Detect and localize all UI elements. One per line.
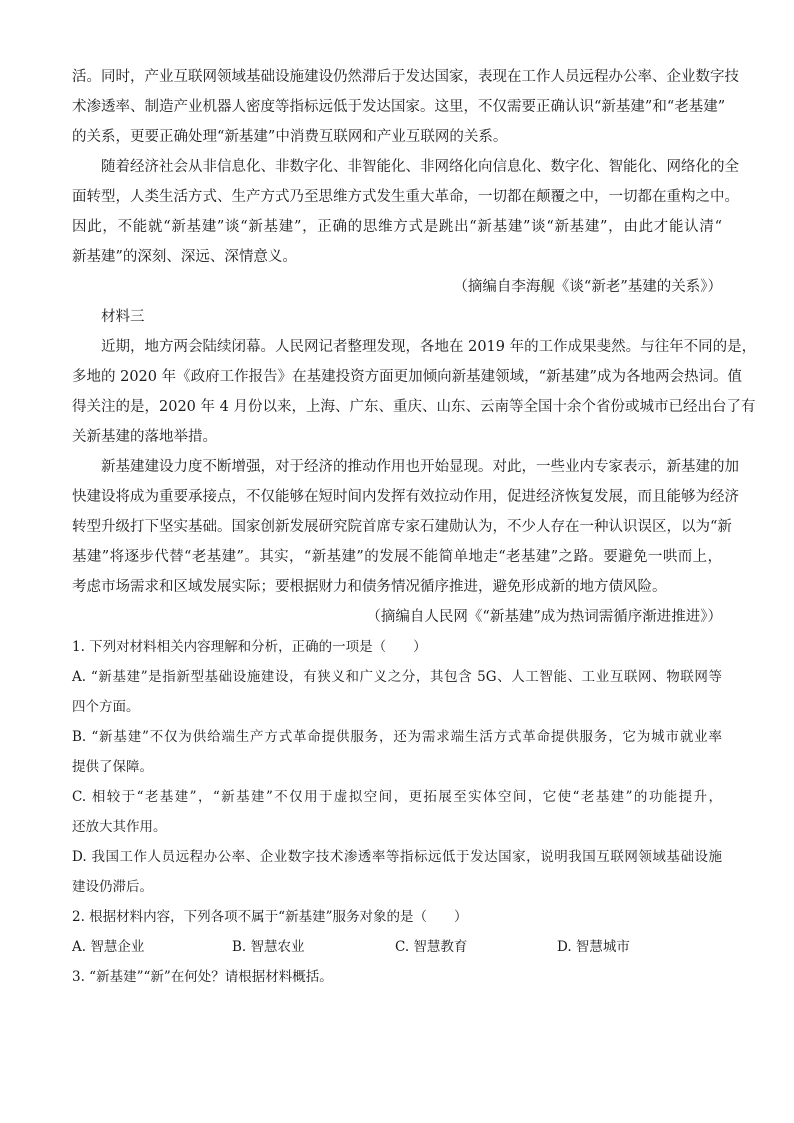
option-a: A. “新基建”是指新型基础设施建设，有狭义和广义之分，其包含 5G、人工智能、工业互联网、物联网等 [72,669,722,685]
text-line: 基建”将逐步代替“老基建”。其实，“新基建”的发展不能简单地走“老基建”之路。要避免一哄而上， [72,549,722,565]
option-b-continued: 提供了保障。 [72,759,153,775]
paragraph-material-3-a [72,332,757,452]
material-heading: 材料三 [101,309,145,325]
option-a-continued: 四个方面。 [72,699,140,715]
text-line: 快建设将成为重要承接点，不仅能够在短时间内发挥有效拉动作用，促进经济恢复发展，而且能够为经济 [72,489,739,505]
paragraph-transform [72,152,739,272]
text-line: 新基建建设力度不断增强，对于经济的推动作用也开始显现。对此，一些业内专家表示，新基建的加 [101,459,739,475]
text-line: 术渗透率、制造产业机器人密度等指标远低于发达国家。这里，不仅需要正确认识“新基建”和“老基建” [72,99,726,115]
text-line: 关新基建的落地举措。 [72,429,217,445]
option-a: A. 智慧企业 [72,939,145,955]
text-line: 近期，地方两会陆续闭幕。人民网记者整理发现，各地在 2019 年的工作成果斐然。与往年不同的是， [101,339,757,355]
option-d: D. 智慧城市 [557,939,630,955]
text-line: 因此，不能就“新基建”谈“新基建”，正确的思维方式是跳出“新基建”谈“新基建”，由此才能认清“ [72,219,722,235]
paragraph-top [72,62,739,152]
question-stem: 1. 下列对材料相关内容理解和分析，正确的一项是（ ） [72,639,427,655]
source-citation: （摘编自人民网《“新基建”成为热词需循序渐进推进》） [366,609,722,625]
option-b: B. 智慧农业 [232,939,305,955]
option-d-continued: 建设仍滞后。 [72,879,153,895]
option-c: C. 智慧教育 [395,939,468,955]
text-line: 新基建”的深刻、深远、深情意义。 [72,249,297,265]
text-line: 活。同时，产业互联网领域基础设施建设仍然滞后于发达国家，表现在工作人员远程办公率、企业数字技 [72,69,739,85]
text-line: 随着经济社会从非信息化、非数字化、非智能化、非网络化向信息化、数字化、智能化、网络化的全 [101,159,739,175]
text-line: 得关注的是，2020 年 4 月份以来，上海、广东、重庆、山东、云南等全国十余个省份或城市已经出台了有 [72,399,756,415]
text-line: 面转型，人类生活方式、生产方式乃至思维方式发生重大革命，一切都在颠覆之中，一切都在重构之中。 [72,189,739,205]
option-c-continued: 还放大其作用。 [72,819,167,835]
question-3 [72,962,722,992]
option-d: D. 我国工作人员远程办公率、企业数字技术渗透率等指标远低于发达国家，说明我国互联网领域基础设施 [72,849,722,865]
document-page [72,62,757,992]
text-line: 的关系，更要正确处理“新基建”中消费互联网和产业互联网的关系。 [72,129,508,145]
option-b: B. “新基建”不仅为供给端生产方式革命提供服务，还为需求端生活方式革命提供服务，它为城市就业率 [72,729,722,745]
source-citation: （摘编自李海舰《谈“新老”基建的关系》） [453,279,722,295]
question-1 [72,632,722,902]
question-stem: 2. 根据材料内容，下列各项不属于“新基建”服务对象的是（ ） [72,909,468,925]
text-line: 转型升级打下坚实基础。国家创新发展研究院首席专家石建勋认为，不少人存在一种认识误区，以为“新 [72,519,732,535]
question-stem: 3. “新基建”“新”在何处？请根据材料概括。 [72,969,333,985]
text-line: 多地的 2020 年《政府工作报告》在基建投资方面更加倾向新基建领域，“新基建”成为各地两会热词。值 [72,369,742,385]
options-row [72,932,722,962]
option-c: C. 相较于“老基建”，“新基建”不仅用于虚拟空间，更拓展至实体空间，它使“老基建”的功能提升， [72,789,722,805]
question-2 [72,902,722,962]
text-line: 考虑市场需求和区域发展实际；要根据财力和债务情况循序推进，避免形成新的地方债风险。 [72,579,667,595]
paragraph-material-3-b [72,452,739,602]
